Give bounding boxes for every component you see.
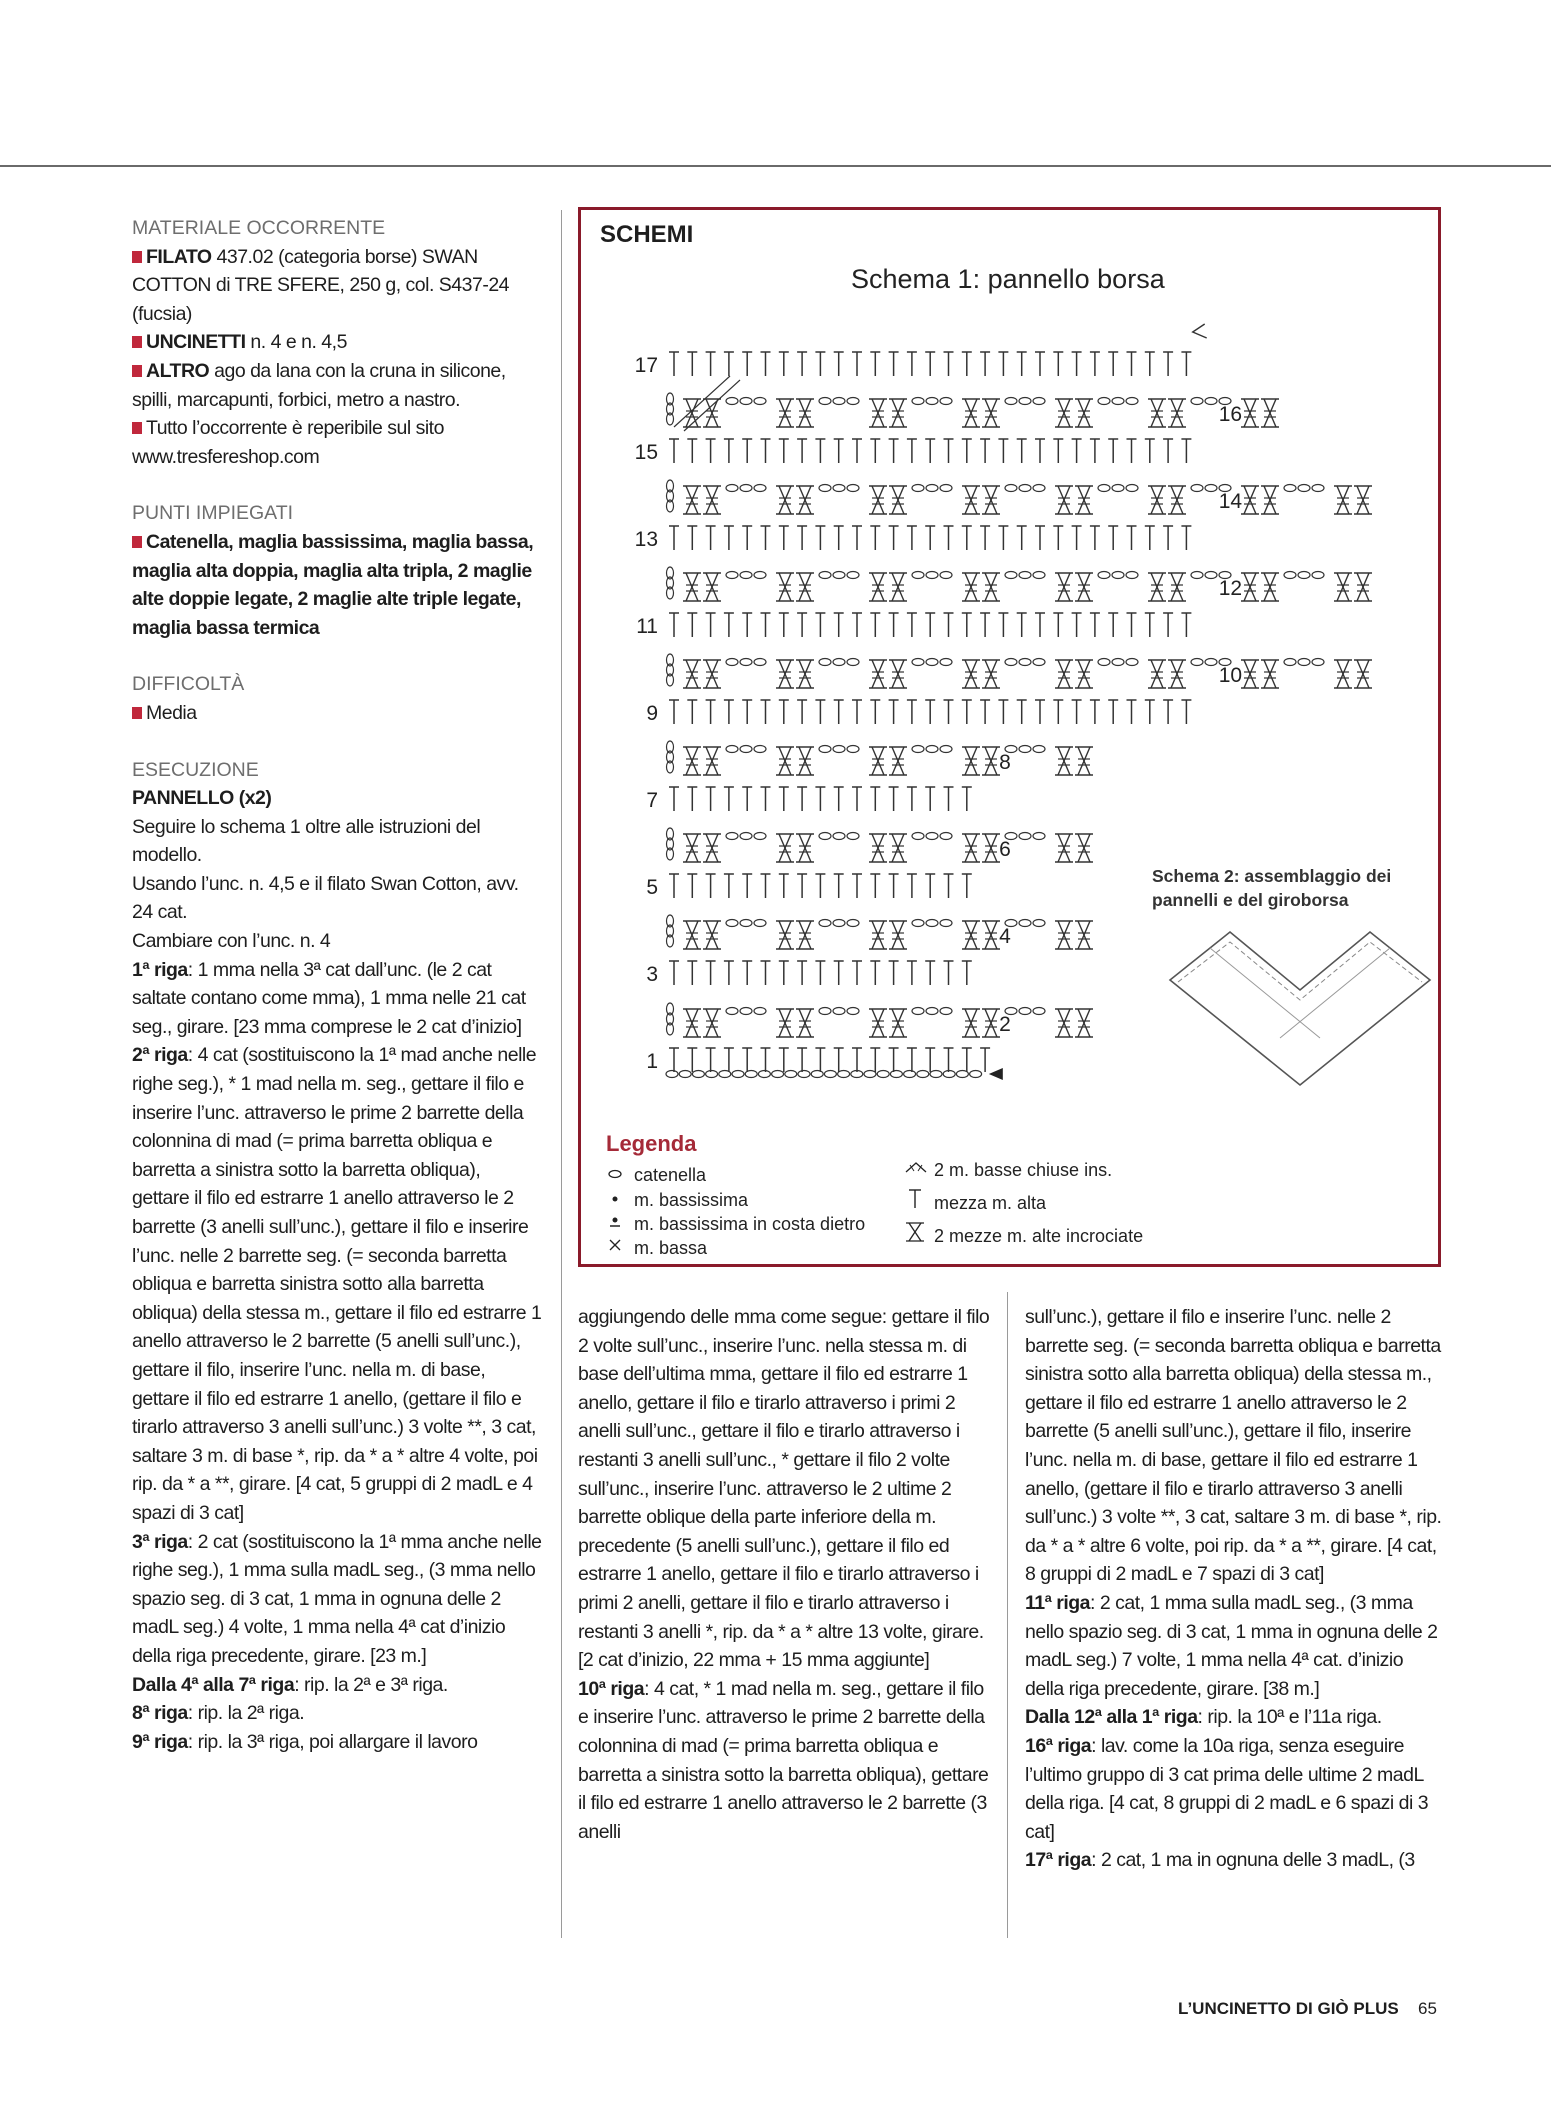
row16-chain — [1033, 398, 1045, 405]
row4-chain — [726, 920, 738, 927]
row-17: 17ª riga: 2 cat, 1 ma in ognuna delle 3 madL, (3 — [1025, 1849, 1415, 1872]
filato-paragraph: FILATO 437.02 (categoria borse) SWAN COTTON di TRE SFERE, 250 g, col. S437-24 (fucsia) — [132, 245, 510, 325]
row10-chain — [1112, 659, 1124, 666]
row12-chain — [1205, 572, 1217, 579]
row16-chain — [726, 398, 738, 405]
row-number-left: 5 — [646, 876, 658, 899]
row4-chain — [819, 920, 831, 927]
row10-chain — [726, 659, 738, 666]
row-3: 3ª riga: 2 cat (sostituiscono la 1ª mma anche nelle righe seg.), 1 mma sulla madL seg., (3 mma nello spazio seg. di 3 cat, 1 mma in ognuna delle 2 madL seg.) 4 volte, 1 mma nella 4ª cat d’inizio della riga precedente, girare. [23 m.] — [132, 1530, 542, 1667]
row10-chain — [926, 659, 938, 666]
legend-item-bassissima: m. bassissima — [604, 1188, 748, 1212]
row12-chain — [847, 572, 859, 579]
row14-chain — [1284, 485, 1296, 492]
row2-chain — [833, 1008, 845, 1015]
row2-chain — [847, 1008, 859, 1015]
row8-chain — [740, 746, 752, 753]
foundation-chain — [877, 1071, 889, 1078]
row2-chain — [940, 1008, 952, 1015]
punti-title: PUNTI IMPIEGATI — [132, 502, 294, 525]
row12-chain — [1284, 572, 1296, 579]
row2-chain — [912, 1008, 924, 1015]
pannello-heading: PANNELLO (x2) — [132, 787, 272, 810]
row14-chain — [847, 485, 859, 492]
row16-chain — [833, 398, 845, 405]
row6-chain — [847, 833, 859, 840]
top-rule — [0, 165, 1551, 167]
materiale-title: MATERIALE OCCORRENTE — [132, 217, 386, 239]
foundation-chain — [719, 1071, 731, 1078]
row14-chain — [1098, 485, 1110, 492]
row10-chain — [1033, 659, 1045, 666]
row10-chain — [754, 659, 766, 666]
row6-chain — [940, 833, 952, 840]
row12-chain — [912, 572, 924, 579]
foundation-chain — [758, 1071, 770, 1078]
row-8: 8ª riga: rip. la 2ª riga. — [132, 1702, 305, 1725]
foundation-chain — [732, 1071, 744, 1078]
row12-chain — [1312, 572, 1324, 579]
row16-chain — [1112, 398, 1124, 405]
dot-icon — [604, 1188, 626, 1212]
row16-chain — [1191, 398, 1203, 405]
row12-chain — [833, 572, 845, 579]
row10-chain — [740, 659, 752, 666]
legend-title: Legenda — [606, 1131, 697, 1156]
row4-chain — [740, 920, 752, 927]
row16-chain — [1098, 398, 1110, 405]
row6-chain — [819, 833, 831, 840]
row-16: 16ª riga: lav. come la 10a riga, senza eseguire l’ultimo gruppo di 3 cat prima delle ultime 2 madL della riga. [4 cat, 8 gruppi di 2 madL e 6 spazi di 3 cat] — [1025, 1734, 1429, 1843]
foundation-chain — [679, 1071, 691, 1078]
row14-chain — [940, 485, 952, 492]
row14-chain — [833, 485, 845, 492]
dot-underline-icon — [604, 1212, 626, 1236]
row-number-right: 4 — [999, 925, 1011, 948]
row4-chain — [912, 920, 924, 927]
row16-chain — [1126, 398, 1138, 405]
row8-chain — [833, 746, 845, 753]
row2-chain — [926, 1008, 938, 1015]
row16-chain — [754, 398, 766, 405]
row14-chain — [912, 485, 924, 492]
row16-chain — [940, 398, 952, 405]
row8-chain — [847, 746, 859, 753]
row14-chain — [1298, 485, 1310, 492]
row-number-left: 7 — [646, 789, 658, 812]
foundation-chain — [970, 1071, 982, 1078]
row-number-right: 2 — [999, 1013, 1011, 1036]
row12-chain — [819, 572, 831, 579]
rows-12-15: Dalla 12ª alla 1ª riga: rip. la 10ª e l’11a riga. — [1025, 1706, 1382, 1729]
footer-magazine: L’UNCINETTO DI GIÒ PLUS — [1178, 1999, 1399, 2018]
row6-chain — [833, 833, 845, 840]
column-1 — [132, 214, 542, 1756]
row-2: 2ª riga: 4 cat (sostituiscono la 1ª mad anche nelle righe seg.), * 1 mad nella m. seg., gettare il filo e inserire l’unc. attraverso le prime 2 barrette della colonnina di mad (= prima barretta obliqua e barretta a sinistra sotto la barretta obliqua), gettare il filo ed estrarre 1 anello attraverso le 2 barrette (3 anelli sull’unc.), gettare il filo e inserire l’unc. nelle 2 barrette seg. (= seconda barretta obliqua e barretta sinistra sotto alla barretta obliqua) della stessa m., gettare il filo ed estrarre 1 anello attraverso le 2 barrette (5 anelli sull’unc.), gettare il filo, inserire l’unc. nella m. di base, gettare il filo ed estrarre 1 anello, (gettare il filo e tirarlo attraverso 3 anelli sull’unc.) 3 volte **, 3 cat, saltare 3 m. di base *, rip. da * a * altre 4 volte, poi rip. da * a **, girare. [4 cat, 5 gruppi di 2 madL e 4 spazi di 3 cat] — [132, 1044, 542, 1524]
row12-chain — [1112, 572, 1124, 579]
row12-chain — [1191, 572, 1203, 579]
row4-chain — [754, 920, 766, 927]
row8-chain — [1019, 746, 1031, 753]
row10-chain — [912, 659, 924, 666]
row4-chain — [847, 920, 859, 927]
t-icon — [904, 1188, 926, 1218]
row6-chain — [726, 833, 738, 840]
schema1-title: Schema 1: pannello borsa — [851, 264, 1165, 294]
row2-chain — [740, 1008, 752, 1015]
row-number-left: 1 — [646, 1050, 658, 1073]
row-number-left: 17 — [634, 354, 658, 377]
row6-chain — [754, 833, 766, 840]
row-number-right: 10 — [1218, 664, 1243, 687]
foundation-chain — [785, 1071, 797, 1078]
row10-chain — [1019, 659, 1031, 666]
row14-chain — [926, 485, 938, 492]
foundation-chain — [904, 1071, 916, 1078]
row12-chain — [1019, 572, 1031, 579]
row2-chain — [754, 1008, 766, 1015]
schema2-title: Schema 2: assemblaggio dei pannelli e del giroborsa — [1152, 866, 1392, 910]
row-11: 11ª riga: 2 cat, 1 mma sulla madL seg., (3 mma nello spazio seg. di 3 cat, 1 mma in ognuna delle 2 madL seg.) 7 volte, 1 mma nella 4ª cat. d’inizio della riga precedente, girare. [38 m.] — [1025, 1591, 1438, 1700]
foundation-chain — [811, 1071, 823, 1078]
column-2 — [578, 1303, 994, 1846]
row-number-right: 12 — [1218, 577, 1243, 600]
row12-chain — [1298, 572, 1310, 579]
uncinetti-paragraph: UNCINETTI n. 4 e n. 4,5 — [132, 328, 542, 357]
inverted-v-icon — [904, 1158, 926, 1182]
row2-chain — [1033, 1008, 1045, 1015]
row2-chain — [819, 1008, 831, 1015]
bullet — [132, 251, 142, 263]
assembly-diagram — [1160, 920, 1440, 1090]
row12-chain — [940, 572, 952, 579]
foundation-chain — [956, 1071, 968, 1078]
row-9-continued: aggiungendo delle mma come segue: gettare il filo 2 volte sull’unc., inserire l’unc. nella stessa m. di base dell’ultima mma, gettare il filo ed estrarre 1 anello, gettare il filo e tirarlo attraverso i primi 2 anelli sull’unc., gettare il filo e tirarlo attraverso i restanti 3 anelli sull’unc., * gettare il filo 2 volte sull’unc., inserire l’unc. attraverso le 2 ultime 2 barrette oblique della parte inferiore della m. precedente (5 anelli sull’unc.), gettare il filo ed estrarre 1 anello, gettare il filo e tirarlo attraverso i primi 2 anelli, gettare il filo e tirarlo attraverso i restanti 3 anelli *, rip. da * a * altre 13 volte, girare. [2 cat d’inizio, 22 mma + 15 mma aggiunte] — [578, 1306, 990, 1672]
column-3 — [1025, 1303, 1443, 1875]
edge-seam — [674, 376, 730, 427]
legend-item-bassa: m. bassa — [604, 1236, 707, 1260]
row16-chain — [912, 398, 924, 405]
foundation-chain — [772, 1071, 784, 1078]
row4-chain — [1033, 920, 1045, 927]
row6-chain — [1033, 833, 1045, 840]
foundation-chain — [917, 1071, 929, 1078]
row10-chain — [1312, 659, 1324, 666]
foundation-chain — [824, 1071, 836, 1078]
row8-chain — [940, 746, 952, 753]
row-number-left: 3 — [646, 963, 658, 986]
row10-chain — [1098, 659, 1110, 666]
row10-chain — [940, 659, 952, 666]
row14-chain — [726, 485, 738, 492]
row16-chain — [926, 398, 938, 405]
row-number-right: 8 — [999, 751, 1011, 774]
row14-chain — [1112, 485, 1124, 492]
row10-chain — [1284, 659, 1296, 666]
punti-paragraph: Catenella, maglia bassissima, maglia bassa, maglia alta doppia, maglia alta tripla, 2 maglie alte doppie legate, 2 maglie alte triple legate, maglia bassa termica — [132, 530, 534, 639]
foundation-chain — [838, 1071, 850, 1078]
row-number-left: 11 — [636, 615, 658, 638]
row14-chain — [1126, 485, 1138, 492]
row-number-left: 15 — [634, 441, 658, 464]
column-divider-1 — [561, 210, 562, 1938]
row12-chain — [754, 572, 766, 579]
intro-2: Usando l’unc. n. 4,5 e il filato Swan Cotton, avv. 24 cat. — [132, 872, 519, 924]
row4-chain — [833, 920, 845, 927]
bullet — [132, 707, 142, 719]
row16-chain — [740, 398, 752, 405]
bullet — [132, 336, 142, 348]
bullet — [132, 536, 142, 548]
row2-chain — [726, 1008, 738, 1015]
row12-chain — [1033, 572, 1045, 579]
oval-icon — [604, 1163, 626, 1187]
intro-3: Cambiare con l’unc. n. 4 — [132, 930, 331, 953]
row4-chain — [926, 920, 938, 927]
foundation-chain — [666, 1071, 678, 1078]
row14-chain — [740, 485, 752, 492]
row6-chain — [912, 833, 924, 840]
row12-chain — [1126, 572, 1138, 579]
row8-chain — [754, 746, 766, 753]
row12-chain — [1005, 572, 1017, 579]
foundation-chain — [890, 1071, 902, 1078]
crossed-t-icon — [904, 1221, 926, 1251]
row12-chain — [726, 572, 738, 579]
legend-item-basse-chiuse: 2 m. basse chiuse ins. — [904, 1158, 1112, 1182]
start-arrow — [989, 1068, 1003, 1080]
row14-chain — [1205, 485, 1217, 492]
foundation-chain — [864, 1071, 876, 1078]
difficolta-title: DIFFICOLTÀ — [132, 673, 245, 696]
row10-chain — [1005, 659, 1017, 666]
rows-4-7: Dalla 4ª alla 7ª riga: rip. la 2ª e 3ª riga. — [132, 1673, 448, 1696]
row14-chain — [1312, 485, 1324, 492]
row14-chain — [754, 485, 766, 492]
row8-chain — [819, 746, 831, 753]
row10-chain — [1298, 659, 1310, 666]
row10-chain — [819, 659, 831, 666]
row14-chain — [1019, 485, 1031, 492]
row16-chain — [1019, 398, 1031, 405]
row14-chain — [1033, 485, 1045, 492]
row-number-right: 6 — [999, 838, 1011, 861]
row10-chain — [1191, 659, 1203, 666]
row16-chain — [819, 398, 831, 405]
row16-chain — [1205, 398, 1217, 405]
row6-chain — [926, 833, 938, 840]
legend-item-bassissima-costa: m. bassissima in costa dietro — [604, 1212, 865, 1236]
row4-chain — [1019, 920, 1031, 927]
foundation-chain — [692, 1071, 704, 1078]
cross-icon — [604, 1236, 626, 1260]
row8-chain — [726, 746, 738, 753]
legend-item-mezze-incrociate: 2 mezze m. alte incrociate — [904, 1221, 1143, 1251]
foundation-chain — [745, 1071, 757, 1078]
edge-seam — [684, 380, 740, 431]
row12-chain — [740, 572, 752, 579]
row-number-right: 16 — [1218, 403, 1243, 426]
row-number-left: 9 — [646, 702, 658, 725]
row-1: 1ª riga: 1 mma nella 3ª cat dall’unc. (le 2 cat saltate contano come mma), 1 mma nelle 21 cat seg., girare. [23 mma comprese le 2 cat d’inizio] — [132, 958, 526, 1038]
foundation-chain — [930, 1071, 942, 1078]
row14-chain — [1191, 485, 1203, 492]
altro-paragraph: ALTRO ago da lana con la cruna in silicone, spilli, marcapunti, forbici, metro a nastro. — [132, 359, 506, 411]
row-number-left: 13 — [634, 528, 658, 551]
intro-1: Seguire lo schema 1 oltre alle istruzioni del modello. — [132, 815, 481, 867]
legend-item-mezza-alta: mezza m. alta — [904, 1188, 1046, 1218]
row8-chain — [1033, 746, 1045, 753]
legend-item-catenella: catenella — [604, 1163, 706, 1187]
row8-chain — [926, 746, 938, 753]
foundation-chain — [798, 1071, 810, 1078]
row6-chain — [1019, 833, 1031, 840]
row2-chain — [1019, 1008, 1031, 1015]
row-10-continued: sull’unc.), gettare il filo e inserire l’unc. nelle 2 barrette seg. (= seconda barretta obliqua e barretta sinistra sotto alla barretta obliqua) della stessa m., gettare il filo ed estrarre 1 anello attraverso le 2 barrette (5 anelli sull’unc.), gettare il filo, inserire l’unc. nella m. di base, gettare il filo ed estrarre 1 anello, (gettare il filo e tirarlo attraverso 3 anelli sull’unc.) 3 volte **, 3 cat, saltare 3 m. di base *, rip. da * a * altre 6 volte, poi rip. da * a **, girare. [4 cat, 8 gruppi di 2 madL e 7 spazi di 3 cat] — [1025, 1306, 1442, 1586]
row6-chain — [740, 833, 752, 840]
bullet — [132, 422, 142, 434]
row10-chain — [847, 659, 859, 666]
row16-chain — [847, 398, 859, 405]
bullet — [132, 365, 142, 377]
row10-chain — [1205, 659, 1217, 666]
row4-chain — [940, 920, 952, 927]
row12-chain — [1098, 572, 1110, 579]
schemi-title: SCHEMI — [600, 221, 694, 248]
row14-chain — [819, 485, 831, 492]
column-divider-2 — [1007, 1292, 1008, 1938]
footer-page-number: 65 — [1418, 1999, 1437, 2018]
row10-chain — [833, 659, 845, 666]
difficolta-paragraph: Media — [132, 699, 542, 728]
row12-chain — [926, 572, 938, 579]
row-10: 10ª riga: 4 cat, * 1 mad nella m. seg., gettare il filo e inserire l’unc. attraverso le prime 2 barrette della colonnina di mad (= prima barretta obliqua e barretta a sinistra sotto la barretta obliqua), gettare il filo ed estrarre 1 anello attraverso le 2 barrette (3 anelli — [578, 1677, 989, 1843]
row10-chain — [1126, 659, 1138, 666]
row14-chain — [1005, 485, 1017, 492]
row-9: 9ª riga: rip. la 3ª riga, poi allargare il lavoro — [132, 1730, 478, 1753]
row-number-right: 14 — [1218, 490, 1243, 513]
esecuzione-title: ESECUZIONE — [132, 758, 259, 781]
foundation-chain — [706, 1071, 718, 1078]
row16-chain — [1005, 398, 1017, 405]
note-paragraph: Tutto l’occorrente è reperibile sul sito www.tresfereshop.com — [132, 417, 444, 468]
row8-chain — [912, 746, 924, 753]
end-marker — [1193, 324, 1207, 338]
